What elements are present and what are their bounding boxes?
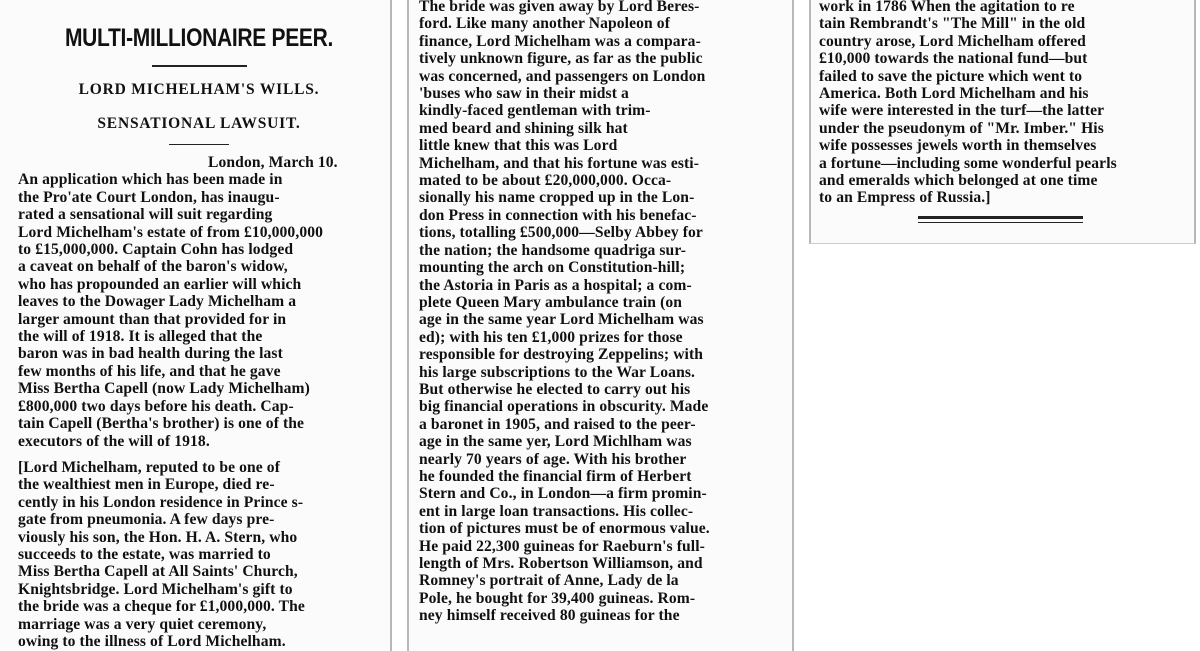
text-line: ent in large loan transactions. His collec- [419,502,694,520]
text-line: Pole, he bought for 39,400 guineas. Rom- [419,589,696,607]
subheading-lawsuit: SENSATIONAL LAWSUIT. [97,115,301,132]
text-line: tions, totalling £500,000—Selby Abbey for [419,224,703,242]
text-line: the will of 1918. It is alleged that the [18,328,263,346]
text-line: to an Empress of Russia.] [819,189,991,207]
headline-rule [152,65,247,67]
paragraph-biography [18,459,380,650]
text-line: Michelham, and that his fortune was esti- [419,154,700,172]
text-line: He paid 22,300 guineas for Raeburn's full- [419,537,705,555]
text-line: little knew that this was Lord [419,137,618,155]
text-line: ed); with his ten £1,000 prizes for those [419,328,683,346]
article-end-rule-thin [918,222,1083,223]
text-line: the Pro'ate Court London, has inaugu- [18,188,280,206]
text-line: big financial operations in obscurity. Made [419,398,709,416]
text-line: a fortune—including some wonderful pearls [819,154,1117,172]
text-line: America. Both Lord Michelham and his [819,85,1089,103]
text-line: ford. Like many another Napoleon of [419,15,670,33]
column-2 [407,0,794,651]
subheading-wills: LORD MICHELHAM'S WILLS. [78,81,320,98]
text-line: wife possesses jewels worth in themselves [819,137,1097,155]
text-line: plete Queen Mary ambulance train (on [419,293,683,311]
text-line: 'buses who saw in their midst a [419,85,629,103]
text-line: who has propounded an earlier will which [18,275,302,293]
text-line: marriage was a very quiet ceremony, [18,615,267,633]
text-line: Romney's portrait of Anne, Lady de la [419,572,679,590]
text-line: a caveat on behalf of the baron's widow, [18,258,288,276]
text-line: age in the same yer, Lord Michlham was [419,433,692,451]
text-line: the wealthiest men in Europe, died re- [18,476,275,494]
text-line: tively unknown figure, as far as the public [419,50,703,68]
text-line: responsible for destroying Zeppelins; with [419,346,704,364]
text-line: cently in his London residence in Prince s- [18,493,304,511]
text-line: mated to be about £20,000,000. Occa- [419,172,672,190]
text-line: Lord Michelham's estate of from £10,000,000 [18,223,324,241]
text-line: The bride was given away by Lord Beres- [419,0,700,15]
text-line: finance, Lord Michelham was a compara- [419,32,701,50]
text-line: work in 1786 When the agitation to re [819,0,1075,15]
text-line: Stern and Co., in London—a firm promin- [419,485,707,503]
text-line: £10,000 towards the national fund—but [819,50,1088,68]
text-line: don Press in connection with his benefac- [419,206,697,224]
text-line: and emeralds which belonged at one time [819,172,1098,190]
text-line: [Lord Michelham, reputed to be one of [18,458,280,476]
text-line: he founded the financial firm of Herbert [419,467,692,485]
text-line: mounting the arch on Constitution-hill; [419,259,686,277]
text-line: Miss Bertha Capell (now Lady Michelham) [18,380,310,398]
text-line: succeeds to the estate, was married to [18,545,271,563]
text-line: length of Mrs. Robertson Williamson, and [419,555,703,572]
text-line: owing to the illness of Lord Michelham. [18,632,286,650]
text-line: baron was in bad health during the last [18,345,283,363]
text-line: under the pseudonym of "Mr. Imber." His [819,119,1104,137]
text-line: viously his son, the Hon. H. A. Stern, who [18,528,298,546]
text-line: med beard and shining silk hat [419,119,628,137]
text-line: kindly-faced gentleman with trim- [419,102,651,120]
text-line: to £15,000,000. Captain Cohn has lodged [18,241,294,259]
text-line: the Astoria in Paris as a hospital; a com- [419,276,692,294]
text-line: a baronet in 1905, and raised to the peer- [419,415,696,433]
column-3-content [811,0,1194,223]
text-line: was concerned, and passengers on London [419,67,706,85]
text-line: wife were interested in the turf—the latter [819,102,1105,120]
article-end-rule [918,216,1083,219]
text-line: Miss Bertha Capell at All Saints' Church, [18,563,298,581]
column-3 [809,0,1196,244]
text-line: executors of the will of 1918. [18,432,210,450]
text-line: larger amount than that provided for in [18,310,287,328]
text-line: Knightsbridge. Lord Michelham's gift to [18,580,293,598]
text-line: ney himself received 80 guineas for the [419,607,680,625]
text-line: few months of his life, and that he gave [18,362,281,380]
dateline: London, March 10. [208,154,338,171]
paragraph-application [18,171,380,450]
text-line: tion of pictures must be of enormous value. [419,520,710,538]
text-line: sionally his name cropped up in the Lon- [419,189,695,207]
text-line: tain Rembrandt's "The Mill" in the old [819,15,1086,33]
text-line: gate from pneumonia. A few days pre- [18,511,275,529]
text-line: failed to save the picture which went to [819,67,1083,85]
text-line: An application which has been made in [18,171,283,189]
column-1-content [0,0,390,650]
text-line: his large subscriptions to the War Loans. [419,363,696,381]
column-2-content [409,0,792,625]
text-line: £800,000 two days before his death. Cap- [18,397,294,415]
text-line: tain Capell (Bertha's brother) is one of the [18,415,305,433]
subheading-rule [169,144,229,145]
text-line: nearly 70 years of age. With his brother [419,450,687,468]
text-line: the bride was a cheque for £1,000,000. The [18,598,305,616]
text-line: rated a sensational will suit regarding [18,206,273,224]
column-1 [0,0,392,651]
text-line: leaves to the Dowager Lady Michelham a [18,293,297,311]
text-line: But otherwise he elected to carry out his [419,380,691,398]
text-line: the nation; the handsome quadriga sur- [419,241,687,259]
text-line: age in the same year Lord Michelham was [419,311,704,329]
text-line: country arose, Lord Michelham offered [819,32,1086,50]
headline: MULTI-MILLIONAIRE PEER. [64,24,334,53]
